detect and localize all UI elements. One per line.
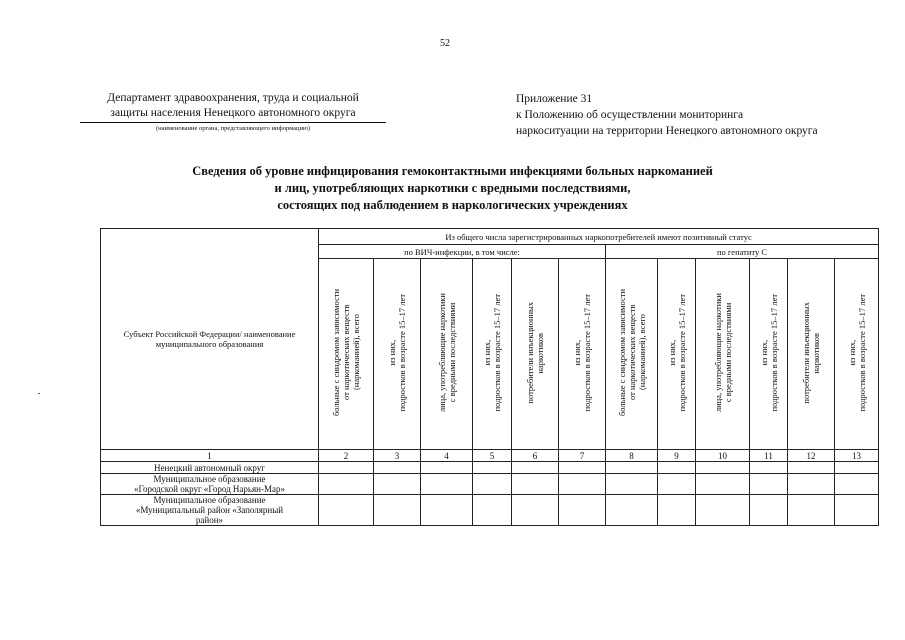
column-header-8 — [606, 259, 658, 450]
data-cell — [559, 462, 606, 474]
title-line1: Сведения об уровне инфицирования гемоконтактными инфекциями больных наркоманией — [192, 164, 713, 178]
appendix-block — [516, 91, 818, 139]
scan-mark — [38, 393, 40, 394]
title-line3: состоящих под наблюдением в наркологических учреждениях — [277, 198, 628, 212]
data-cell — [658, 462, 696, 474]
column-header-text: с вредными последствиями — [722, 303, 733, 403]
data-cell — [606, 495, 658, 526]
column-number: 12 — [788, 450, 835, 462]
row-label-text: Ненецкий автономный округ — [154, 462, 265, 473]
column-header-7 — [559, 259, 606, 450]
column-header-text: подростков в возрасте 15–17 лет — [856, 294, 867, 412]
data-cell — [512, 474, 559, 495]
data-cell — [658, 495, 696, 526]
column-header-text: больные с синдромом зависимости — [616, 289, 627, 417]
column-header-text: наркотиков — [535, 332, 545, 374]
column-number: 10 — [696, 450, 750, 462]
row-label-text: «Муниципальный район «Заполярный — [135, 505, 284, 515]
data-cell — [512, 495, 559, 526]
data-cell — [606, 474, 658, 495]
row-label — [101, 474, 319, 495]
column-header-text: из них, — [572, 340, 582, 366]
column-header-10 — [696, 259, 750, 450]
appendix-line3: наркоситуации на территории Ненецкого автономного округа — [516, 125, 818, 137]
row-label-text: район» — [195, 515, 224, 525]
column-header-12 — [788, 259, 835, 450]
column-header-2 — [319, 259, 374, 450]
hepatitis-c-header: по гепатиту С — [606, 245, 879, 259]
column-header-text: больные с синдромом зависимости — [331, 289, 341, 417]
column-number: 9 — [658, 450, 696, 462]
row-label — [101, 462, 319, 474]
column-header-13 — [835, 259, 879, 450]
column-number: 6 — [512, 450, 559, 462]
column-number: 13 — [835, 450, 879, 462]
data-cell — [512, 462, 559, 474]
data-cell — [473, 495, 512, 526]
column-number: 1 — [101, 450, 319, 462]
data-cell — [696, 474, 750, 495]
column-header-text: подростков в возрасте 15–17 лет — [676, 294, 687, 412]
report-table — [100, 228, 879, 526]
data-cell — [658, 474, 696, 495]
data-cell — [421, 474, 473, 495]
column-header-text: из них, — [758, 340, 769, 366]
column-header-text: потребители инъекционных — [801, 302, 811, 404]
column-header-text: лица, употребляющие наркотики — [712, 293, 723, 413]
column-header-text: от наркотических веществ — [626, 305, 637, 401]
data-cell — [473, 462, 512, 474]
column-header-9 — [658, 259, 696, 450]
data-cell — [374, 495, 421, 526]
table-row — [101, 462, 879, 474]
positive-status-header: Из общего числа зарегистрированных наркопотребителей имеют позитивный статус — [319, 229, 879, 245]
column-number: 5 — [473, 450, 512, 462]
data-cell — [835, 462, 879, 474]
data-cell — [421, 462, 473, 474]
hiv-header: по ВИЧ-инфекции, в том числе: — [319, 245, 606, 259]
column-number: 3 — [374, 450, 421, 462]
document-title — [100, 163, 805, 214]
data-cell — [750, 474, 788, 495]
data-cell — [559, 495, 606, 526]
column-number: 4 — [421, 450, 473, 462]
appendix-line2: к Положению об осуществлении мониторинга — [516, 109, 744, 121]
column-header-text: лица, употребляющие наркотики — [436, 293, 447, 413]
data-cell — [696, 462, 750, 474]
data-cell — [750, 462, 788, 474]
column-header-text: потребители инъекционных — [525, 302, 535, 404]
row-label — [101, 495, 319, 526]
data-cell — [374, 462, 421, 474]
column-header-5 — [473, 259, 512, 450]
data-cell — [750, 495, 788, 526]
data-cell — [696, 495, 750, 526]
data-cell — [835, 495, 879, 526]
data-cell — [835, 474, 879, 495]
column-header-text: подростков в возрасте 15–17 лет — [768, 294, 779, 412]
column-header-text: подростков в возрасте 15–17 лет — [582, 294, 592, 412]
subject-header: Субъект Российской Федерации/ наименование муниципального образования — [101, 229, 319, 450]
data-cell — [606, 462, 658, 474]
column-header-text: из них, — [846, 340, 857, 366]
column-header-text: (наркоманией), всего — [351, 315, 361, 391]
data-cell — [374, 474, 421, 495]
column-number: 2 — [319, 450, 374, 462]
column-header-6 — [512, 259, 559, 450]
department-block — [80, 91, 386, 133]
department-caption: (наименование органа, представляющего информацию) — [155, 125, 311, 132]
table-row — [101, 474, 879, 495]
data-cell — [473, 474, 512, 495]
column-header-11 — [750, 259, 788, 450]
column-header-text: наркотиков — [811, 332, 821, 374]
page-number: 52 — [440, 38, 450, 49]
data-cell — [421, 495, 473, 526]
data-cell — [319, 462, 374, 474]
column-number: 8 — [606, 450, 658, 462]
data-cell — [319, 474, 374, 495]
column-header-4 — [421, 259, 473, 450]
data-cell — [559, 474, 606, 495]
data-cell — [788, 495, 835, 526]
column-header-3 — [374, 259, 421, 450]
department-name-line2: защиты населения Ненецкого автономного округа — [80, 106, 386, 123]
column-header-text: с вредными последствиями — [446, 303, 457, 403]
row-label-text: «Городской округ «Город Нарьян-Мар» — [134, 484, 285, 494]
data-cell — [319, 495, 374, 526]
column-header-text: (наркоманией), всего — [636, 315, 647, 391]
column-header-text: из них, — [387, 340, 397, 366]
table-row — [101, 495, 879, 526]
appendix-line1: Приложение 31 — [516, 93, 593, 105]
data-cell — [788, 474, 835, 495]
column-number: 7 — [559, 450, 606, 462]
title-line2: и лиц, употребляющих наркотики с вредными последствиями, — [274, 181, 631, 195]
column-header-text: подростков в возрасте 15–17 лет — [397, 294, 407, 412]
column-number: 11 — [750, 450, 788, 462]
column-header-text: из них, — [482, 340, 492, 366]
row-label-text: Муниципальное образование — [153, 474, 266, 484]
row-label-text: Муниципальное образование — [153, 495, 266, 505]
column-header-text: из них, — [666, 340, 677, 366]
department-name-line1: Департамент здравоохранения, труда и социальной — [107, 92, 359, 104]
data-cell — [788, 462, 835, 474]
column-header-text: подростков в возрасте 15–17 лет — [492, 294, 502, 412]
column-header-text: от наркотических веществ — [341, 305, 351, 401]
